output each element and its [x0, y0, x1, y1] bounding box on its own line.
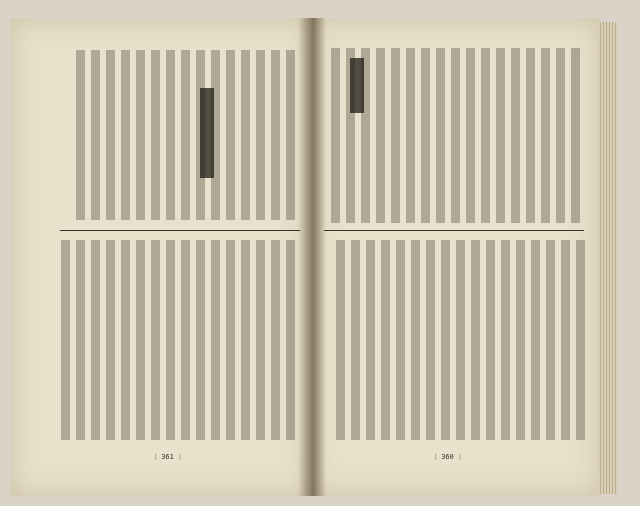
right-divider: [324, 230, 584, 231]
right-section-heading: [350, 58, 364, 113]
open-book: [10, 18, 620, 496]
left-page-number: 〔 361 〕: [150, 453, 186, 461]
left-lower-text: [60, 240, 295, 440]
right-lower-text: [330, 240, 585, 440]
left-divider: [60, 230, 300, 231]
left-page: [10, 18, 310, 496]
left-section-heading: [200, 88, 214, 178]
right-page-number: 〔 360 〕: [430, 453, 466, 461]
book-gutter: [298, 18, 326, 496]
right-page: [310, 18, 600, 496]
page-edges: [598, 22, 618, 494]
left-upper-text: [70, 50, 295, 220]
right-upper-text: [330, 48, 580, 223]
